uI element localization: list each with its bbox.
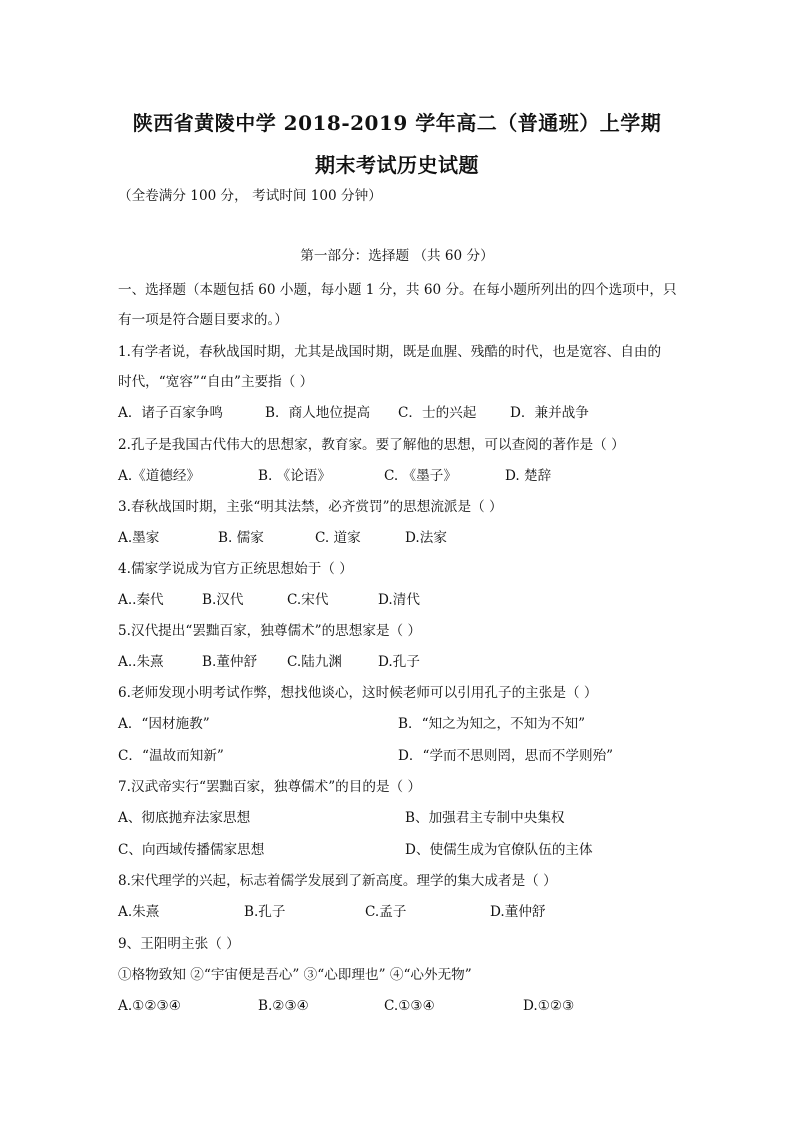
question-6-option-a: A．“因材施教” bbox=[118, 716, 210, 732]
question-7-option-a: A、彻底抛弃法家思想 bbox=[118, 810, 251, 826]
question-9-option-a: A.①②③④ bbox=[118, 998, 181, 1014]
question-8-option-b: B.孔子 bbox=[244, 904, 286, 920]
question-4-stem: 4.儒家学说成为官方正统思想始于（ ） bbox=[118, 561, 353, 577]
question-7-option-c: C、向西域传播儒家思想 bbox=[118, 842, 265, 858]
question-9-option-d: D.①②③ bbox=[523, 998, 575, 1014]
question-2-stem: 2.孔子是我国古代伟大的思想家，教育家。要了解他的思想，可以查阅的著作是（ ） bbox=[118, 437, 625, 453]
question-2-option-c: C. 《墨子》 bbox=[384, 468, 457, 484]
question-3-option-b: B. 儒家 bbox=[218, 530, 264, 546]
question-1-stem-line1: 1.有学者说，春秋战国时期，尤其是战国时期，既是血腥、残酷的时代，也是宽容、自由的 bbox=[118, 344, 662, 360]
question-1-option-b: B．商人地位提高 bbox=[265, 405, 371, 421]
question-4-option-b: B.汉代 bbox=[202, 592, 244, 608]
question-3-option-a: A.墨家 bbox=[118, 530, 160, 546]
question-1-option-d: D．兼并战争 bbox=[510, 405, 589, 421]
question-5-option-a: A..朱熹 bbox=[118, 654, 164, 670]
question-3-option-d: D.法家 bbox=[405, 530, 447, 546]
question-5-stem: 5.汉代提出“罢黜百家，独尊儒术”的思想家是（ ） bbox=[118, 623, 422, 639]
question-4-option-d: D.清代 bbox=[378, 592, 420, 608]
exam-note: （全卷满分 100 分， 考试时间 100 分钟） bbox=[118, 188, 382, 204]
question-8-option-c: C.孟子 bbox=[365, 904, 407, 920]
question-5-option-d: D.孔子 bbox=[378, 654, 420, 670]
question-5-option-b: B.董仲舒 bbox=[202, 654, 258, 670]
question-2-option-d: D. 楚辞 bbox=[505, 468, 552, 484]
question-7-stem: 7.汉武帝实行“罢黜百家，独尊儒术”的目的是（ ） bbox=[118, 779, 422, 795]
section-title: 第一部分：选择题 （共 60 分） bbox=[300, 248, 494, 264]
question-7-option-b: B、加强君主专制中央集权 bbox=[405, 810, 565, 826]
section-instruction-line2: 有一项是符合题目要求的。） bbox=[118, 312, 288, 328]
question-9-option-b: B.②③④ bbox=[258, 998, 309, 1014]
question-8-stem: 8.宋代理学的兴起，标志着儒学发展到了新高度。理学的集大成者是（ ） bbox=[118, 873, 557, 889]
question-6-option-d: D．“学而不思则罔，思而不学则殆” bbox=[398, 748, 614, 764]
question-9-stem: 9、王阳明主张（ ） bbox=[118, 936, 240, 952]
question-7-option-d: D、使儒生成为官僚队伍的主体 bbox=[405, 842, 593, 858]
section-instruction-line1: 一、选择题（本题包括 60 小题，每小题 1 分，共 60 分。在每小题所列出的四个选项中，只 bbox=[118, 282, 677, 298]
question-1-option-c: C．士的兴起 bbox=[398, 405, 477, 421]
question-1-stem-line2: 时代，“宽容”“自由”主要指（ ） bbox=[118, 374, 314, 390]
question-3-option-c: C. 道家 bbox=[315, 530, 361, 546]
question-6-option-c: C．“温故而知新” bbox=[118, 748, 224, 764]
exam-title-line1: 陕西省黄陵中学 2018-2019 学年高二（普通班）上学期 bbox=[132, 111, 662, 135]
question-9-statements: ①格物致知 ②“宇宙便是吾心” ③“心即理也” ④“心外无物” bbox=[118, 967, 472, 983]
question-2-option-b: B. 《论语》 bbox=[258, 468, 332, 484]
question-8-option-a: A.朱熹 bbox=[118, 904, 160, 920]
question-5-option-c: C.陆九渊 bbox=[287, 654, 343, 670]
question-3-stem: 3.春秋战国时期，主张“明其法禁，必齐赏罚”的思想流派是（ ） bbox=[118, 499, 503, 515]
question-6-option-b: B．“知之为知之，不知为不知” bbox=[398, 716, 586, 732]
question-6-stem: 6.老师发现小明考试作弊，想找他谈心，这时候老师可以引用孔子的主张是（ ） bbox=[118, 685, 598, 701]
question-9-option-c: C.①③④ bbox=[384, 998, 435, 1014]
question-4-option-a: A..秦代 bbox=[118, 592, 164, 608]
question-8-option-d: D.董仲舒 bbox=[490, 904, 546, 920]
question-2-option-a: A.《道德经》 bbox=[118, 468, 201, 484]
question-4-option-c: C.宋代 bbox=[287, 592, 329, 608]
exam-title-line2: 期末考试历史试题 bbox=[315, 153, 479, 177]
question-1-option-a: A．诸子百家争鸣 bbox=[118, 405, 223, 421]
